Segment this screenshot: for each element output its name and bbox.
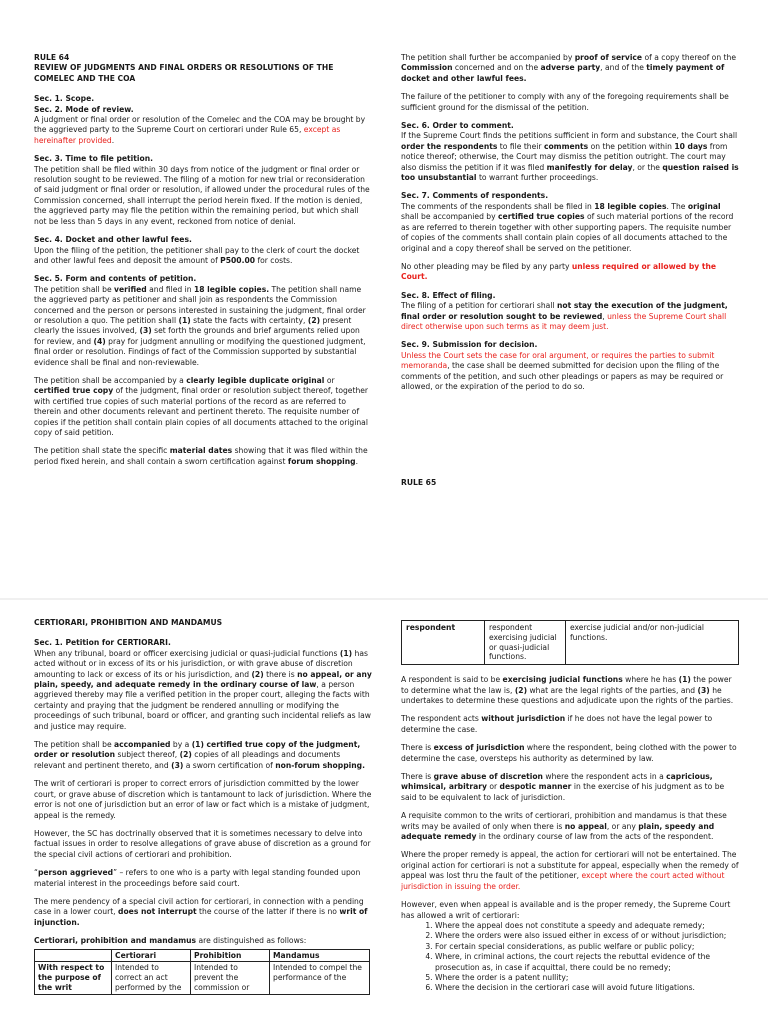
sec2-heading: Sec. 2. Mode of review.	[34, 104, 134, 114]
list-item: 4. Where, in criminal actions, the court rejects the rebuttal evidence of the prosecution as, in case if acquittal, there could be no remedy;	[435, 952, 739, 973]
page2-left-column	[34, 618, 372, 995]
sec7-paragraph: The comments of the respondents shall be filed in 18 legible copies. The original shall be accompanied by certified true copies of such material portions of the record as are referred to therein together with other supporting papers. The requisite number of copies of the comments shall contain plain copies of all documents attached to the original and a copy thereof shall be served on the petitioner.	[401, 201, 734, 253]
sec5-paragraph-1: The petition shall be verified and filed in 18 legible copies. The petition shall name the aggrieved party as petitioner and shall join as respondents the Commission concerned and the person or persons interested in sustaining the judgment, final order or resolution a quo. The petition shall (1) state the facts with certainty, (2) present clearly the issues involved, (3) set forth the grounds and brief arguments relied upon for review, and (4) pray for judgment annulling or modifying the questioned judgment, final order or resolution. Findings of fact of the Commission supported by substantial evidence shall be final and non-reviewable.	[34, 284, 366, 367]
list-item: 3. For certain special considerations, as public welfare or public policy;	[435, 942, 739, 952]
table-header-cell	[35, 949, 112, 962]
table-cell: Intended to compel the performance of the	[270, 962, 370, 994]
list-item: 5. Where the order is a patent nullity;	[435, 973, 739, 983]
sec6-paragraph: If the Supreme Court finds the petitions sufficient in form and substance, the Court shall order the respondents to file their comments on the petition within 10 days from notice thereof; otherwise, the Court may dismiss the petition outright. The court may also dismiss the petition if it was filed manifestly for delay, or the question raised is too unsubstantial to warrant further proceedings.	[401, 131, 739, 183]
table-row-label: respondent	[402, 621, 485, 665]
rule-65-heading: RULE 65	[401, 478, 437, 488]
sec3-paragraph: The petition shall be filed within 30 days from notice of the judgment or final order or resolution sought to be reviewed. The filing of a motion for new trial or reconsideration of said judgment or final order or resolution, if allowed under the procedural rules of the Commission concerned, shall interrupt the period herein fixed. If the motion is denied, the aggrieved party may file the petition within the remaining period, but which shall not be less than 5 days in any event, reckoned from notice of denial.	[34, 164, 370, 226]
excess-jurisdiction-paragraph: There is excess of jurisdiction where the respondent, being clothed with the power to determine the case, oversteps his authority as determined by law.	[401, 743, 737, 763]
table-row	[35, 962, 370, 994]
sec5-paragraph-2: The petition shall be accompanied by a clearly legible duplicate original or certified true copy of the judgment, final order or resolution subject thereof, together with certified true copies of such material portions of the record as are referred to therein and other documents relevant and pertinent thereto. The requisite number of copies if the petition shall contain plain copies of all documents attached to the original copy of said petition.	[34, 375, 369, 437]
sec1-heading: Sec. 1. Scope.	[34, 94, 95, 104]
list-item: 2. Where the orders were also issued either in excess of or without jurisdiction;	[435, 931, 739, 941]
without-jurisdiction-paragraph: The respondent acts without jurisdiction if he does not have the legal power to determine the case.	[401, 714, 713, 734]
judicial-functions-paragraph: A respondent is said to be exercising judicial functions where he has (1) the power to determine what the law is, (2) what are the legal rights of the parties, and (3) he undertakes to determine these questions and adjudicate upon the rights of the parties.	[401, 675, 734, 705]
sec2-paragraph: A judgment or final order or resolution of the Comelec and the COA may be brought by the aggrieved party to the Supreme Court on certiorari under Rule 65, except as hereinafter provided.	[34, 115, 366, 145]
table-cell: exercise judicial and/or non-judicial functions.	[566, 621, 739, 665]
certiorari-allowed-paragraph: However, even when appeal is available and is the proper remedy, the Supreme Court has allowed a writ of certiorari:	[401, 900, 731, 920]
proper-remedy-appeal-paragraph: Where the proper remedy is appeal, the action for certiorari will not be entertained. The original action for certiorari is not a substitute for appeal, especially when the remedy of appeal was lost thru the fault of the petitioner, except where the court acted without jurisdiction in issuing the order.	[401, 850, 739, 891]
no-other-pleading-paragraph: No other pleading may be filed by any party unless required or allowed by the Court.	[401, 261, 717, 282]
table-header-cell: Certiorari	[112, 949, 191, 962]
table-row-label: With respect to the purpose of the writ	[35, 962, 112, 994]
table-header-cell: Prohibition	[191, 949, 270, 962]
comparison-table	[34, 949, 370, 995]
pendency-paragraph: The mere pendency of a special civil action for certiorari, in connection with a pending case in a lower court, does not interrupt the course of the latter if there is no writ of injunction.	[34, 896, 368, 927]
petition-paragraph: When any tribunal, board or officer exercising judicial or quasi-judicial functions (1) has acted without or in excess of its or his jurisdiction, or with grave abuse of discretion amounting to lack or excess of its or his jurisdiction, and (2) there is no appeal, or any plain, speedy, and adequate remedy in the ordinary course of law, a person aggrieved thereby may file a verified petition in the proper court, alleging the facts with certainty and praying that the judgment be rendered annulling or modifying the proceedings of such tribunal, board or officer, and granting such incidental reliefs as law and justice may require.	[34, 648, 372, 731]
list-item: 1. Where the appeal does not constitute a speedy and adequate remedy;	[435, 921, 739, 931]
sec5-paragraph-3: The petition shall state the specific material dates showing that it was filed within the period fixed herein, and shall contain a sworn certification against forum shopping.	[34, 446, 368, 466]
sec3-heading: Sec. 3. Time to file petition.	[34, 154, 154, 164]
sec8-heading: Sec. 8. Effect of filing.	[401, 290, 496, 300]
grave-abuse-paragraph: There is grave abuse of discretion where the respondent acts in a capricious, whimsical, arbitrary or despotic manner in the exercise of his judgment as to be said to be equivalent to lack of jurisdiction.	[401, 772, 725, 802]
sec8-paragraph: The filing of a petition for certiorari shall not stay the execution of the judgment, final order or resolution sought to be reviewed, unless the Supreme Court shall direct otherwise upon such terms as it may deem just.	[401, 301, 728, 331]
table-cell: Intended to correct an act performed by the	[112, 962, 191, 994]
list-item: 6. Where the decision in the certiorari case will avoid future litigations.	[435, 983, 739, 993]
sec9-paragraph: Unless the Court sets the case for oral argument, or requires the parties to submit memoranda, the case shall be deemed submitted for decision upon the filing of the comments of the petition, and such other pleadings or papers as may be required or allowed, or the expiration of the period to do so.	[401, 350, 724, 391]
failure-to-comply-paragraph: The failure of the petitioner to comply with any of the foregoing requirements shall be sufficient ground for the dismissal of the petition.	[401, 92, 729, 112]
table-header-cell: Mandamus	[270, 949, 370, 962]
table-cell: Intended to prevent the commission or	[191, 962, 270, 994]
page1-right-column	[401, 53, 739, 489]
page2-right-column	[401, 620, 739, 994]
sec9-heading: Sec. 9. Submission for decision.	[401, 340, 538, 350]
document-page-2	[0, 600, 768, 1024]
sec1-petition-heading: Sec. 1. Petition for CERTIORARI.	[34, 638, 171, 648]
sec4-heading: Sec. 4. Docket and other lawful fees.	[34, 235, 192, 245]
requisite-common-paragraph: A requisite common to the writs of certiorari, prohibition and mandamus is that these writs may be availed of only when there is no appeal, or any plain, speedy and adequate remedy in the ordinary course of law from the acts of the respondent.	[401, 811, 727, 842]
sec7-heading: Sec. 7. Comments of respondents.	[401, 191, 549, 201]
sec5-heading: Sec. 5. Form and contents of petition.	[34, 274, 197, 284]
sec4-paragraph: Upon the filing of the petition, the petitioner shall pay to the clerk of court the docket and other lawful fees and deposit the amount of P500.00 for costs.	[34, 245, 360, 265]
table-row	[402, 621, 739, 665]
rule-64-heading: RULE 64 REVIEW OF JUDGMENTS AND FINAL ORDERS OR RESOLUTIONS OF THE COMELEC AND THE COA	[34, 53, 334, 83]
table-cell: respondent exercising judicial or quasi-judicial functions.	[485, 621, 566, 665]
proof-of-service-paragraph: The petition shall further be accompanied by proof of service of a copy thereof on the Commission concerned and on the adverse party, and of the timely payment of docket and other lawful fees.	[401, 53, 737, 83]
continued-table	[401, 620, 739, 665]
accompanied-paragraph: The petition shall be accompanied by a (1) certified true copy of the judgment, order or resolution subject thereof, (2) copies of all pleadings and documents relevant and pertinent thereto, and (3) a sworn certification of non-forum shopping.	[34, 740, 365, 770]
writ-proper-paragraph: The writ of certiorari is proper to correct errors of jurisdiction committed by the lower court, or grave abuse of discretion which is tantamount to lack of jurisdiction. Where the error is not one of jurisdiction but an error of law or fact which is a mistake of judgment, appeal is the remedy.	[34, 779, 372, 820]
person-aggrieved-paragraph: “person aggrieved” – refers to one who is a party with legal standing founded upon material interest in the proceedings before said court.	[34, 868, 361, 888]
distinguished-paragraph: Certiorari, prohibition and mandamus are distinguished as follows:	[34, 936, 307, 946]
sec6-heading: Sec. 6. Order to comment.	[401, 121, 514, 131]
page1-left-column	[34, 53, 372, 475]
certiorari-title: CERTIORARI, PROHIBITION AND MANDAMUS	[34, 618, 223, 627]
allowed-cases-list	[401, 921, 739, 994]
sc-doctrine-paragraph: However, the SC has doctrinally observed that it is sometimes necessary to delve into factual issues in order to resolve allegations of grave abuse of discretion as a ground for the special civil actions of certiorari and prohibition.	[34, 828, 371, 859]
table-header-row	[35, 949, 370, 962]
